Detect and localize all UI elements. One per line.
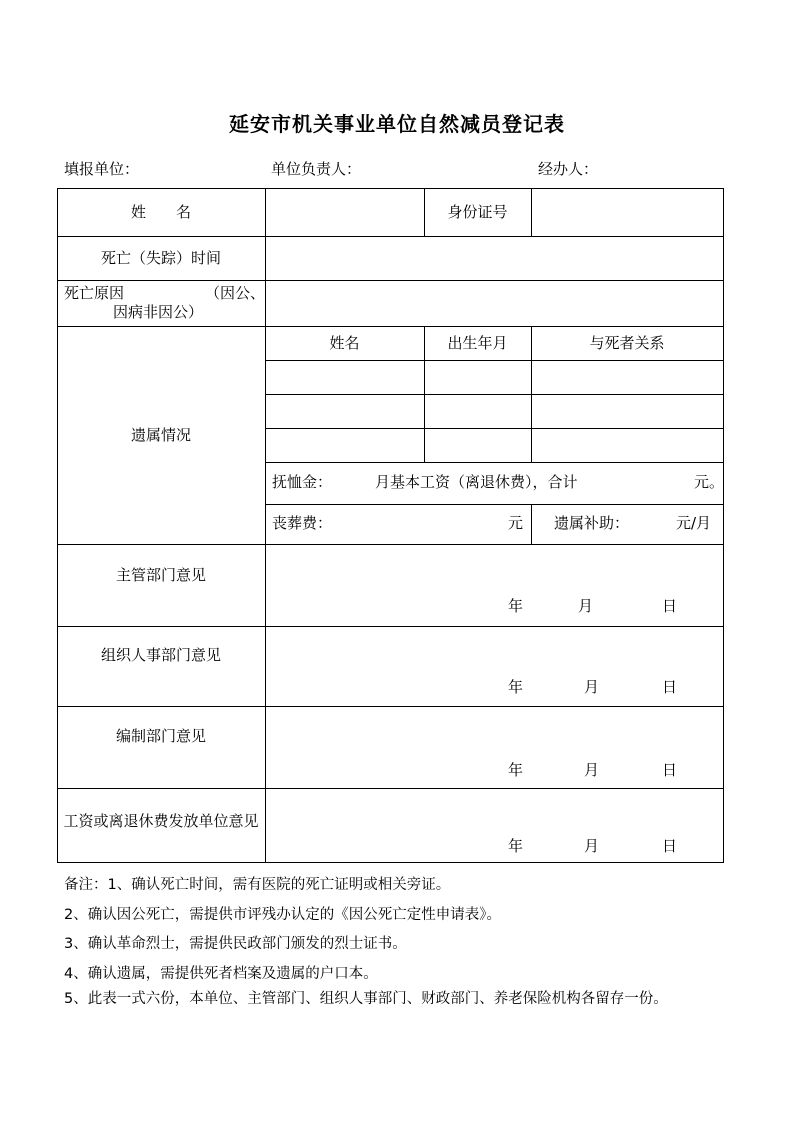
date-day: 日 (662, 837, 678, 855)
note-1: 备注：1、确认死亡时间，需有医院的死亡证明或相关旁证。 (64, 877, 451, 893)
id-number-label: 身份证号 (447, 202, 508, 221)
name-field[interactable] (265, 188, 424, 236)
death-cause-types: 因病非因公） (113, 303, 204, 321)
personnel-opinion-label: 组织人事部门意见 (100, 645, 221, 664)
date-year: 年 (508, 837, 524, 855)
supervisor-opinion-field[interactable] (265, 544, 723, 626)
supervisor-opinion-label: 主管部门意见 (115, 565, 206, 584)
date-month: 月 (578, 597, 594, 615)
note-4: 4、确认遗属，需提供死者档案及遗属的户口本。 (64, 966, 378, 982)
date-month: 月 (584, 837, 600, 855)
date-year: 年 (508, 678, 524, 696)
death-cause-label: 死亡原因 (64, 284, 125, 302)
date-month: 月 (584, 761, 600, 779)
id-number-field[interactable] (531, 188, 723, 236)
staffing-opinion-label: 编制部门意见 (115, 726, 206, 745)
pension-label: 抚恤金： (272, 473, 333, 491)
pension-unit: 元。 (694, 473, 725, 491)
allowance-unit: 元/月 (676, 514, 712, 532)
pension-text: 月基本工资（离退休费），合计 (375, 473, 578, 491)
death-cause-field[interactable] (265, 280, 723, 326)
date-day: 日 (662, 678, 678, 696)
death-cause-paren: （因公、 (205, 284, 266, 302)
date-year: 年 (508, 597, 524, 615)
dependent-birth-header: 出生年月 (447, 333, 508, 352)
funeral-label: 丧葬费： (272, 514, 333, 532)
death-time-field[interactable] (265, 236, 723, 280)
personnel-opinion-field[interactable] (265, 626, 723, 706)
death-time-label: 死亡（失踪）时间 (100, 248, 221, 267)
dependents-label: 遗属情况 (130, 425, 191, 444)
unit-head-label: 单位负责人： (271, 160, 362, 178)
funeral-unit: 元 (508, 514, 524, 532)
note-3: 3、确认革命烈士，需提供民政部门颁发的烈士证书。 (64, 936, 407, 952)
dependent-name-header: 姓名 (329, 333, 360, 352)
dependent-relation-header: 与死者关系 (589, 333, 665, 352)
reporting-unit-label: 填报单位： (64, 160, 140, 178)
date-year: 年 (508, 761, 524, 779)
form-title: 延安市机关事业单位自然减员登记表 (229, 112, 565, 136)
allowance-label: 遗属补助： (554, 514, 630, 532)
note-5: 5、此表一式六份，本单位、主管部门、组织人事部门、财政部门、养老保险机构各留存一份。 (64, 991, 668, 1007)
date-day: 日 (662, 597, 678, 615)
date-day: 日 (662, 761, 678, 779)
date-month: 月 (584, 678, 600, 696)
registration-form (57, 188, 724, 863)
staffing-opinion-field[interactable] (265, 706, 723, 788)
handler-label: 经办人： (538, 160, 599, 178)
payroll-unit-opinion-field[interactable] (265, 788, 723, 862)
note-2: 2、确认因公死亡，需提供市评残办认定的《因公死亡定性申请表》。 (64, 907, 501, 923)
name-label: 姓 名 (130, 202, 191, 221)
payroll-unit-opinion-label: 工资或离退休费发放单位意见 (63, 811, 259, 830)
